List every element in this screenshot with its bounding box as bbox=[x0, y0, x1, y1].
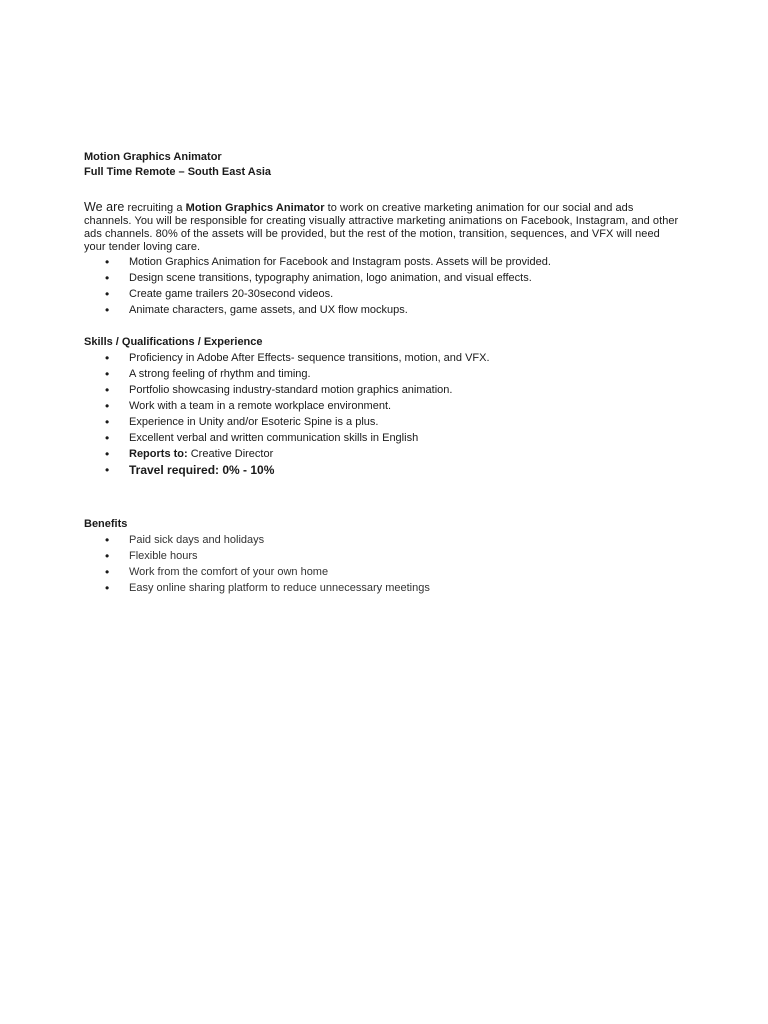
list-item-text: Flexible hours bbox=[129, 550, 198, 562]
list-item-text: Excellent verbal and written communication skills in English bbox=[129, 432, 419, 444]
skills-heading: Skills / Qualifications / Experience bbox=[84, 336, 263, 348]
document-page bbox=[84, 150, 684, 596]
bullet-icon: • bbox=[105, 255, 110, 269]
intro-text-1: recruiting a bbox=[124, 202, 186, 214]
list-item-text: Work with a team in a remote workplace environment. bbox=[129, 400, 392, 412]
bullet-icon: • bbox=[105, 463, 110, 477]
bullet-icon: • bbox=[105, 549, 110, 563]
job-title: Motion Graphics Animator bbox=[84, 151, 222, 163]
bullet-icon: • bbox=[105, 533, 110, 547]
list-item bbox=[84, 414, 684, 430]
list-item-text: Experience in Unity and/or Esoteric Spine is a plus. bbox=[129, 416, 379, 428]
travel-label: Travel required: 0% - 10% bbox=[129, 463, 275, 477]
list-item-text: Design scene transitions, typography animation, logo animation, and visual effects. bbox=[129, 272, 532, 284]
job-location: Full Time Remote – South East Asia bbox=[84, 166, 272, 178]
reports-to-item bbox=[84, 446, 684, 462]
list-item-text: A strong feeling of rhythm and timing. bbox=[129, 368, 311, 380]
list-item-text: Animate characters, game assets, and UX flow mockups. bbox=[129, 304, 408, 316]
list-item bbox=[84, 254, 684, 270]
list-item bbox=[84, 564, 684, 580]
intro-lead: We are bbox=[84, 200, 125, 214]
bullet-icon: • bbox=[105, 399, 110, 413]
benefits-heading: Benefits bbox=[84, 518, 128, 530]
bullet-icon: • bbox=[105, 303, 110, 317]
list-item-text: Portfolio showcasing industry-standard motion graphics animation. bbox=[129, 384, 453, 396]
list-item bbox=[84, 350, 684, 366]
list-item bbox=[84, 580, 684, 596]
list-item bbox=[84, 532, 684, 548]
list-item-text: Motion Graphics Animation for Facebook and Instagram posts. Assets will be provided. bbox=[129, 256, 551, 268]
bullet-icon: • bbox=[105, 415, 110, 429]
list-item bbox=[84, 382, 684, 398]
bullet-icon: • bbox=[105, 351, 110, 365]
travel-item bbox=[84, 462, 684, 478]
list-item bbox=[84, 270, 684, 286]
list-item-text: Easy online sharing platform to reduce unnecessary meetings bbox=[129, 582, 430, 594]
list-item bbox=[84, 430, 684, 446]
list-item bbox=[84, 398, 684, 414]
skills-list bbox=[84, 350, 684, 478]
intro-text-2: to work on creative marketing animation for our social and ads channels. You will be responsible for creating visually attractive marketing animations on Facebook, Instagram, and other ads channels. 80% of the assets will be provided, but the rest of the motion, transition, sequences, and VFX will need your tender loving care. bbox=[84, 202, 679, 253]
bullet-icon: • bbox=[105, 367, 110, 381]
bullet-icon: • bbox=[105, 565, 110, 579]
bullet-icon: • bbox=[105, 271, 110, 285]
bullet-icon: • bbox=[105, 287, 110, 301]
duties-list bbox=[84, 254, 684, 318]
reports-to-value: Creative Director bbox=[187, 448, 274, 460]
bullet-icon: • bbox=[105, 581, 110, 595]
list-item-text: Create game trailers 20-30second videos. bbox=[129, 288, 334, 300]
list-item-text: Work from the comfort of your own home bbox=[129, 566, 329, 578]
bullet-icon: • bbox=[105, 447, 110, 461]
reports-to-label: Reports to: bbox=[129, 448, 188, 460]
intro-paragraph bbox=[84, 201, 684, 254]
benefits-list bbox=[84, 532, 684, 596]
list-item bbox=[84, 548, 684, 564]
list-item-text: Proficiency in Adobe After Effects- sequence transitions, motion, and VFX. bbox=[129, 352, 490, 364]
list-item bbox=[84, 366, 684, 382]
bullet-icon: • bbox=[105, 383, 110, 397]
bullet-icon: • bbox=[105, 431, 110, 445]
list-item bbox=[84, 302, 684, 318]
intro-role: Motion Graphics Animator bbox=[185, 202, 325, 214]
list-item-text: Paid sick days and holidays bbox=[129, 534, 265, 546]
list-item bbox=[84, 286, 684, 302]
